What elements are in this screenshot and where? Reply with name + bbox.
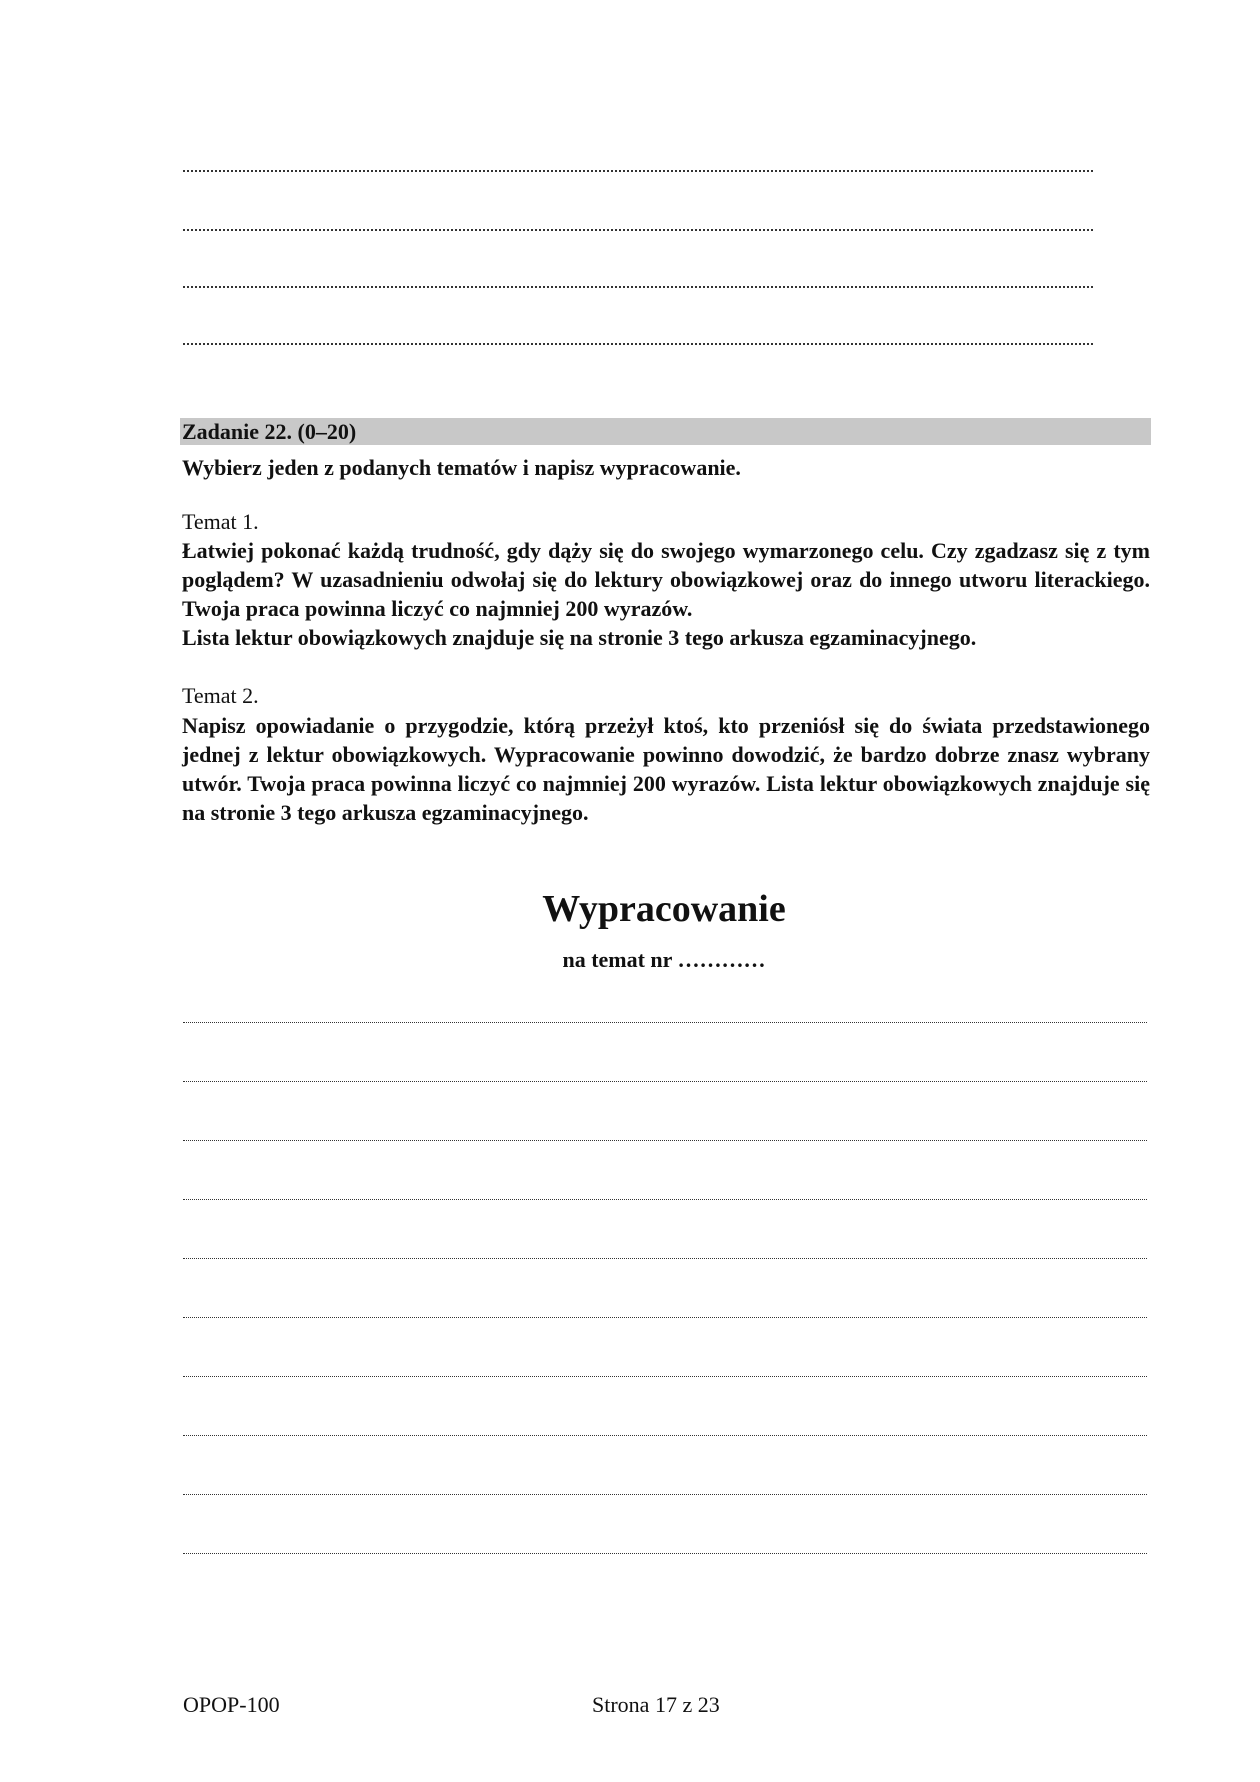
exam-code: OPOP-100 (183, 1692, 280, 1717)
answer-line[interactable] (183, 229, 1093, 231)
page-number: Strona 17 z 23 (592, 1692, 720, 1717)
task-header-bar (180, 418, 1151, 445)
essay-line[interactable] (183, 1081, 1147, 1082)
topic-1-note: Lista lektur obowiązkowych znajduje się na stronie 3 tego arkusza egzaminacyjnego. (182, 625, 977, 650)
essay-line[interactable] (183, 1376, 1147, 1377)
answer-line[interactable] (183, 170, 1093, 172)
topic-2-text: Napisz opowiadanie o przygodzie, którą przeżył ktoś, kto przeniósł się do świata przedstawionego jednej z lektur obowiązkowych. Wypracowanie powinno dowodzić, że bardzo dobrze znasz wybrany utwór. Twoja praca powinna liczyć co najmniej 200 wyrazów. Lista lektur obowiązkowych znajduje się na stronie 3 tego arkusza egzaminacyjnego. (182, 713, 1150, 825)
essay-line[interactable] (183, 1435, 1147, 1436)
essay-line[interactable] (183, 1553, 1147, 1554)
essay-title: Wypracowanie (542, 888, 786, 930)
answer-line[interactable] (183, 343, 1093, 345)
essay-line[interactable] (183, 1258, 1147, 1259)
essay-line[interactable] (183, 1494, 1147, 1495)
topic-1-text (182, 536, 1150, 623)
answer-line[interactable] (183, 286, 1093, 288)
essay-line[interactable] (183, 1022, 1147, 1023)
task-instruction: Wybierz jeden z podanych tematów i napisz wypracowanie. (182, 455, 741, 480)
topic-1-label: Temat 1. (182, 509, 259, 534)
topic-1-body: Łatwiej pokonać każdą trudność, gdy dąży się do swojego wymarzonego celu. Czy zgadzasz się z tym poglądem? W uzasadnieniu odwołaj się do lektury obowiązkowej oraz do innego utworu literackiego. Twoja praca powinna liczyć co najmniej 200 wyrazów. (182, 538, 1150, 621)
topic-2-label: Temat 2. (182, 683, 259, 708)
essay-line[interactable] (183, 1140, 1147, 1141)
task-header: Zadanie 22. (0–20) (182, 419, 357, 444)
essay-subtitle: na temat nr ………… (562, 947, 766, 972)
essay-line[interactable] (183, 1199, 1147, 1200)
essay-line[interactable] (183, 1317, 1147, 1318)
